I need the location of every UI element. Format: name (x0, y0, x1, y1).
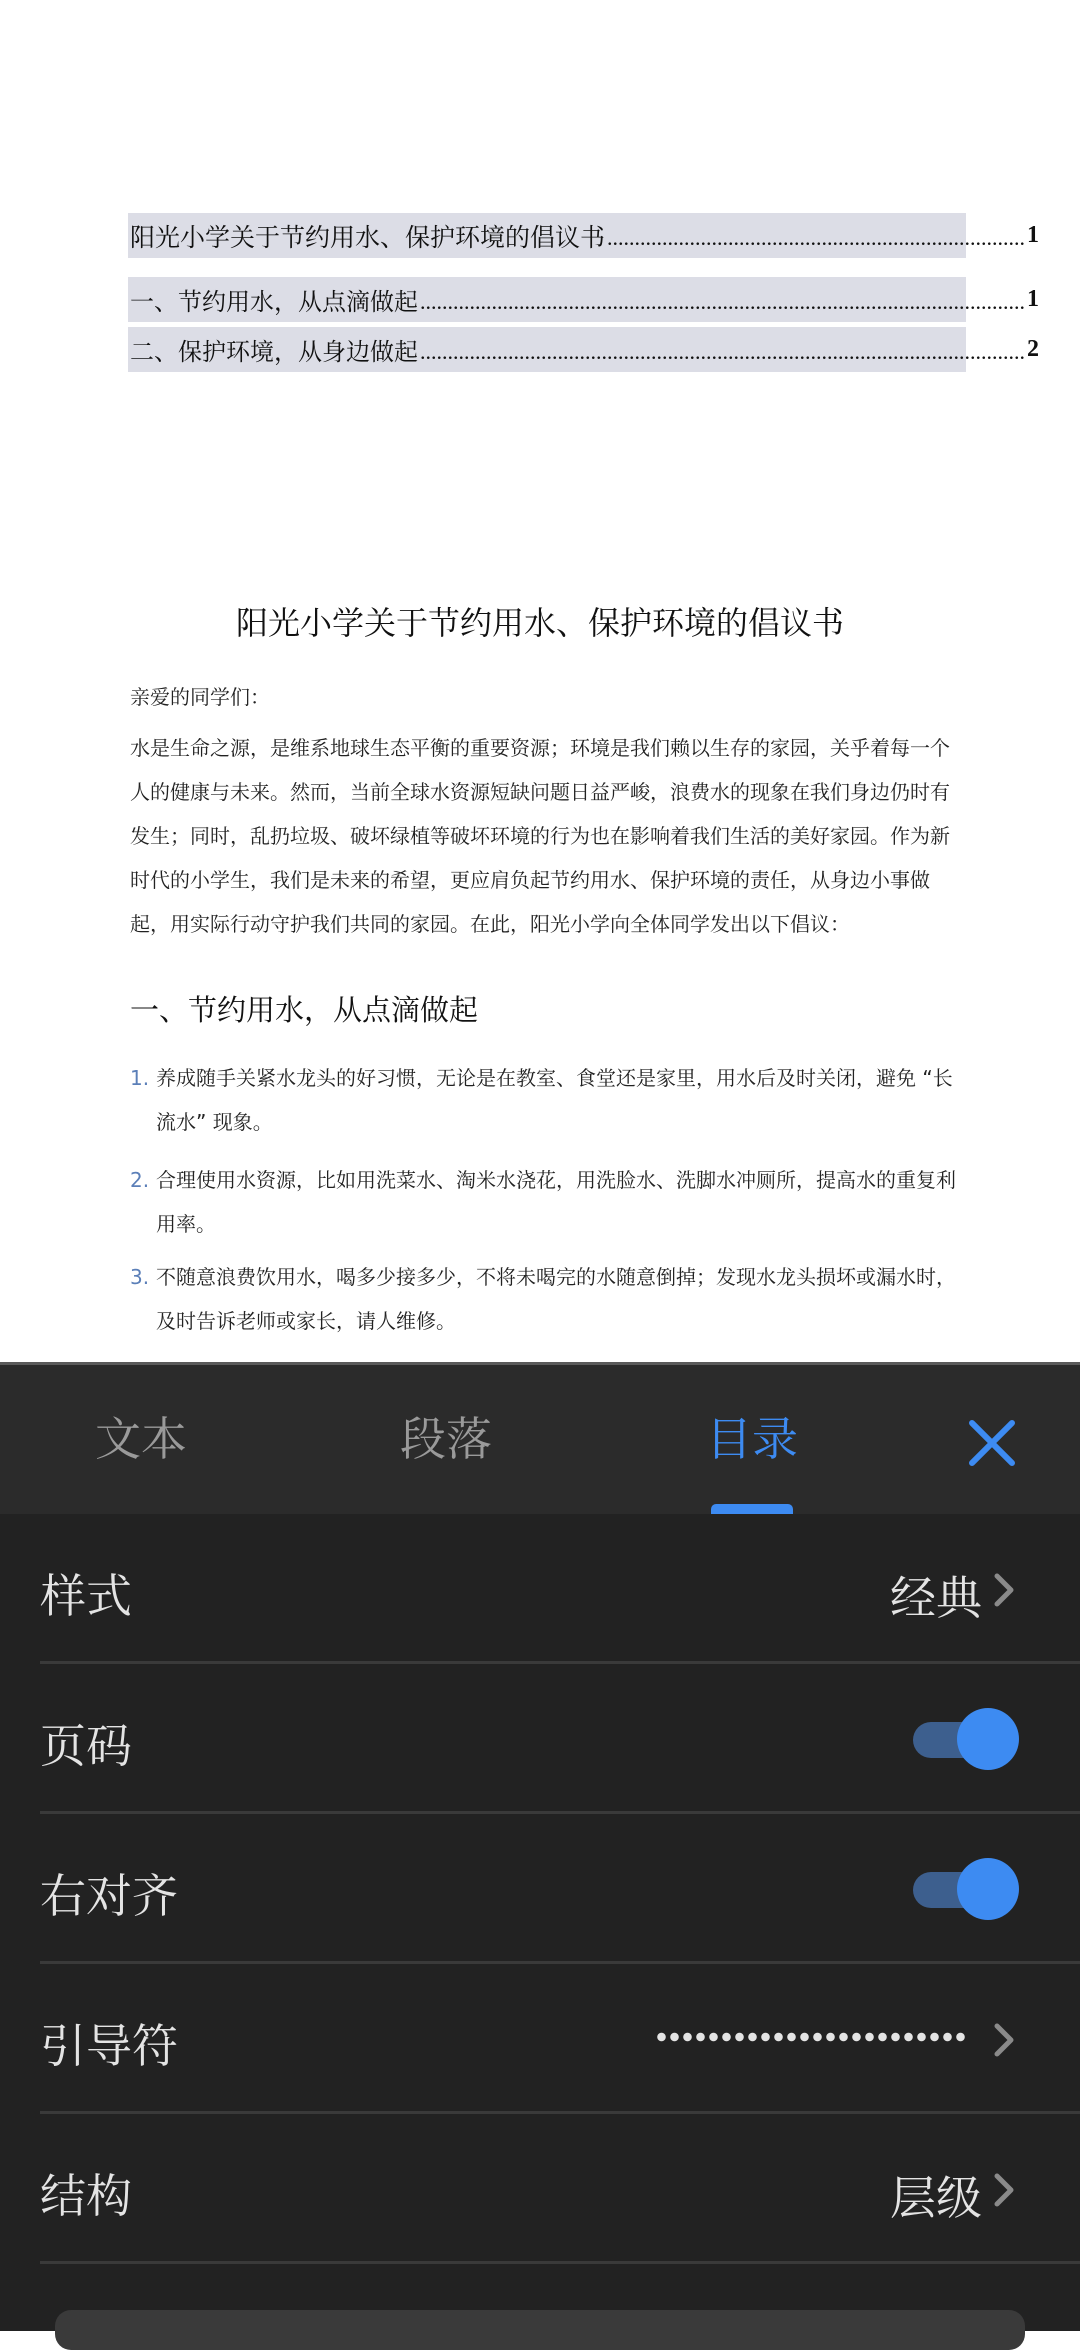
toggle-knob (957, 1708, 1019, 1770)
active-tab-indicator (711, 1504, 793, 1514)
toc-entry-title[interactable] (128, 213, 1040, 258)
close-icon (964, 1415, 1020, 1471)
list-number: 2. (130, 1168, 150, 1192)
tab-text[interactable]: 文本 (95, 1412, 187, 1466)
greeting: 亲爱的同学们： (130, 685, 270, 709)
setting-structure[interactable] (0, 2114, 1080, 2264)
setting-label: 引导符 (40, 2019, 178, 2073)
setting-page-number (0, 1664, 1080, 1814)
setting-right-align (0, 1814, 1080, 1964)
toc-leader: ............................................................................ (607, 224, 1026, 250)
toc-leader: .............................................................................................................. (420, 338, 1025, 364)
setting-leader[interactable] (0, 1964, 1080, 2114)
section-heading: 一、节约用水，从点滴做起 (130, 993, 479, 1027)
list-item-text: 养成随手关紧水龙头的好习惯，无论是在教室、食堂还是家里，用水后及时关闭，避免 “长流水” 现象。 (156, 1066, 953, 1134)
setting-value: 经典 (890, 1571, 982, 1625)
setting-label: 右对齐 (40, 1869, 178, 1923)
chevron-right-icon (990, 1572, 1018, 1608)
toc-entry-text: 二、保护环境，从身边做起 (130, 338, 418, 366)
list-number: 3. (130, 1265, 150, 1289)
toc-page-number: 1 (1027, 222, 1040, 248)
setting-value: 层级 (890, 2171, 982, 2225)
tab-paragraph[interactable]: 段落 (400, 1412, 492, 1466)
toc-entry-text: 阳光小学关于节约用水、保护环境的倡议书 (130, 222, 606, 252)
setting-style[interactable] (0, 1514, 1080, 1664)
toc-page-number: 1 (1027, 286, 1039, 312)
row-divider (40, 2261, 1080, 2264)
panel-tab-bar (0, 1365, 1080, 1514)
page-number-toggle[interactable] (913, 1708, 1021, 1770)
setting-label: 结构 (40, 2169, 132, 2223)
tab-toc[interactable]: 目录 (706, 1412, 798, 1466)
toc-page-number: 2 (1027, 336, 1039, 362)
toggle-knob (957, 1858, 1019, 1920)
toc-entry-section-1[interactable] (128, 277, 1039, 322)
setting-label: 页码 (40, 1719, 132, 1773)
document-title: 阳光小学关于节约用水、保护环境的倡议书 (235, 604, 844, 642)
intro-paragraph: 水是生命之源，是维系地球生态平衡的重要资源；环境是我们赖以生存的家园，关乎着每一个人的健康与未来。然而，当前全球水资源短缺问题日益严峻，浪费水的现象在我们身边仍时有发生；同时，乱扔垃圾、破坏绿植等破坏环境的行为也在影响着我们生活的美好家园。作为新时代的小学生，我们是未来的希望，更应肩负起节约用水、保护环境的责任，从身边小事做起，用实际行动守护我们共同的家园。在此，阳光小学向全体同学发出以下倡议： (130, 736, 950, 936)
list-item-text: 合理使用水资源，比如用洗菜水、淘米水浇花，用洗脸水、洗脚水冲厕所，提高水的重复利用率。 (156, 1168, 956, 1236)
toc-entry-text: 一、节约用水，从点滴做起 (130, 288, 418, 316)
toc-leader: .............................................................................................................. (420, 288, 1025, 314)
bottom-handle-bar (55, 2310, 1025, 2350)
list-number: 1. (130, 1066, 150, 1090)
toc-settings-panel (0, 1362, 1080, 2331)
setting-label: 样式 (40, 1569, 132, 1623)
close-button[interactable] (964, 1415, 1020, 1471)
list-item-text: 不随意浪费饮用水，喝多少接多少，不将未喝完的水随意倒掉；发现水龙头损坏或漏水时，及时告诉老师或家长，请人维修。 (156, 1265, 956, 1333)
right-align-toggle[interactable] (913, 1858, 1021, 1920)
toc-entry-section-2[interactable] (128, 327, 1039, 372)
chevron-right-icon (990, 2172, 1018, 2208)
chevron-right-icon (990, 2022, 1018, 2058)
dotted-leader-preview (655, 2030, 967, 2044)
